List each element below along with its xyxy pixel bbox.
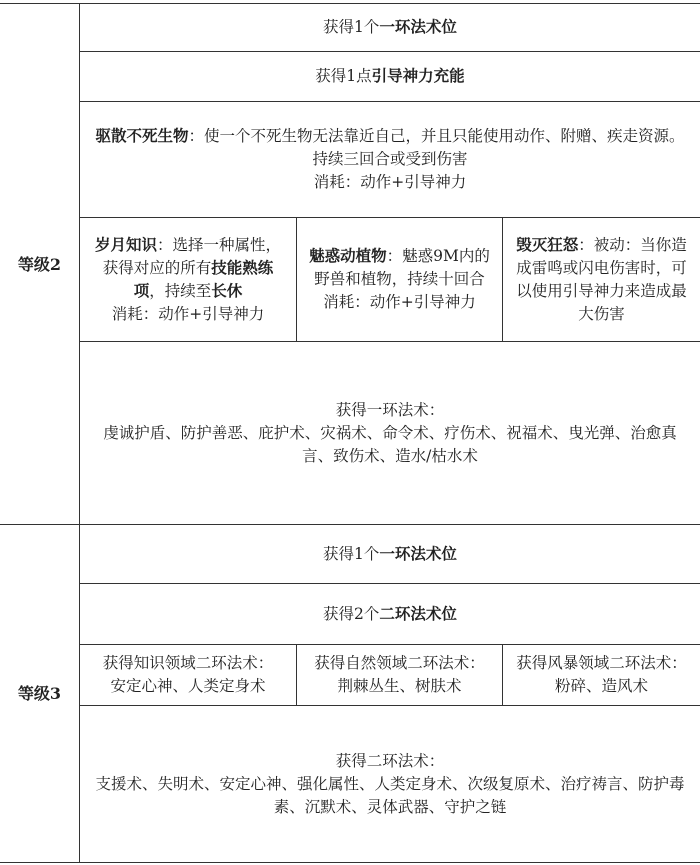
level-3-spell-slot-2 (80, 584, 700, 644)
domain-spells-list: 粉碎、造风术 (554, 677, 648, 695)
ability-description: ：选择一种属性，获得对应的所有 (102, 235, 282, 277)
slot-prefix: 获得1点 (315, 67, 372, 85)
slot-type: 引导神力充能 (371, 67, 465, 85)
slot-prefix: 获得2个 (323, 604, 380, 623)
slot-type: 二环法术位 (379, 604, 457, 623)
turn-undead-cell (80, 102, 700, 217)
table-border-bottom (0, 862, 700, 863)
ability-keyword: 长休 (211, 281, 243, 300)
ability-name: 岁月知识 (94, 235, 157, 254)
slot-prefix: 获得1个 (323, 18, 380, 36)
level-3-spells (80, 706, 700, 862)
ability-name: 魅惑动植物 (309, 247, 387, 265)
level-2-label: 等级2 (17, 254, 62, 274)
domain-spells-list: 荆棘丛生、树肤术 (337, 677, 462, 695)
nature-domain-spells (297, 645, 502, 705)
spells-list: 虔诚护盾、防护善恶、庇护术、灾祸术、命令术、疗伤术、祝福术、曳光弹、治愈真言、致伤术、造水/枯水术 (103, 423, 677, 465)
ability-name: 驱散不死生物 (95, 127, 189, 145)
ability-description: ：魅惑9M内的野兽和植物，持续十回合 (314, 247, 490, 288)
domain-spells-title: 获得知识领域二环法术： (102, 654, 274, 672)
knowledge-domain-spells (80, 645, 296, 705)
ability-name: 毁灭狂怒 (516, 235, 579, 254)
tempest-domain-spells (503, 645, 700, 705)
ability-cost: 消耗：动作+引导神力 (323, 293, 476, 311)
spells-title: 获得一环法术： (335, 400, 445, 419)
level-3-label: 等级3 (17, 684, 62, 703)
domain-spells-list: 安定心神、人类定身术 (110, 677, 266, 695)
spells-title: 获得二环法术： (335, 751, 445, 770)
ability-description: ：使一个不死生物无法靠近自己，并且只能使用动作、附赠、疾走资源。持续三回合或受到伤害 (188, 127, 685, 168)
domain-spells-title: 获得风暴领域二环法术： (516, 654, 687, 672)
level-2-channel-divinity (80, 52, 700, 101)
level-2-spell-slot-1 (80, 4, 700, 51)
slot-type: 一环法术位 (379, 544, 457, 563)
spells-list: 支援术、失明术、安定心神、强化属性、人类定身术、次级复原术、治疗祷言、防护毒素、沉默术、灵体武器、守护之链 (95, 774, 685, 816)
slot-type: 一环法术位 (379, 18, 457, 36)
tempest-domain-ability (503, 218, 700, 341)
ability-description: ，持续至 (149, 281, 212, 300)
ability-cost: 消耗：动作+引导神力 (111, 304, 265, 323)
domain-spells-title: 获得自然领域二环法术： (314, 654, 485, 672)
slot-prefix: 获得1个 (323, 544, 380, 563)
level-3-spell-slot-1 (80, 525, 700, 583)
ability-keyword: 技能熟练项 (133, 258, 274, 300)
ability-cost: 消耗：动作+引导神力 (313, 173, 467, 191)
ability-description: ：被动：当你造成雷鸣或闪电伤害时，可以使用引导神力来造成最大伤害 (516, 235, 687, 323)
knowledge-domain-ability (80, 218, 296, 341)
nature-domain-ability (297, 218, 502, 341)
level-2-spells (80, 342, 700, 524)
